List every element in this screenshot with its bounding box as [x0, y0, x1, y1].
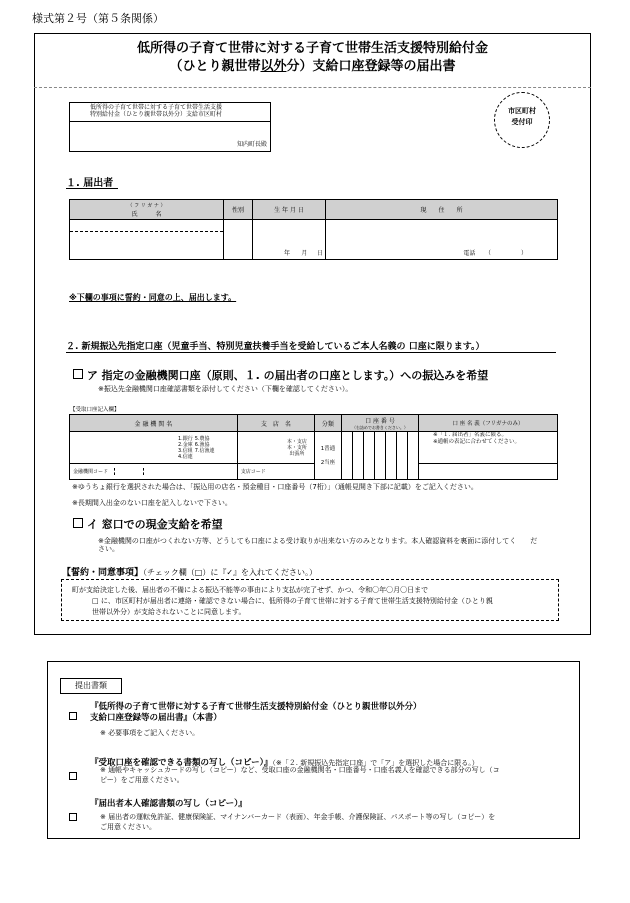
title-divider	[34, 87, 591, 88]
bank-name-header: 金 融 機 関 名	[70, 415, 238, 432]
bank-type-list: 1.銀行 2.金庫 3.信組 4.信連 5.農協 6.漁協 7.信漁連	[178, 432, 237, 464]
account-digit[interactable]	[363, 432, 374, 480]
category-list[interactable]: 1普通 2当座	[314, 432, 341, 480]
bank-code-cell[interactable]: 金融機関コード	[70, 464, 238, 480]
long-term-note: ※長期間入出金のない口座を記入しないで下さい。	[72, 499, 232, 507]
gender-header: 性別	[224, 200, 253, 220]
option-a-label: ア 指定の金融機関口座（原則、１. の届出者の口座とします。）への振込みを希望	[86, 369, 489, 382]
title-line1: 低所得の子育て世帯に対する子育て世帯生活支援特別給付金	[136, 41, 488, 56]
addressee-box	[69, 102, 271, 152]
option-b-note: ※金融機関の口座がつくれない方等、どうしても口座による受け取りが出来ない方のみとなります。本人確認資料を裏面に添付してく だ さい。	[98, 537, 538, 554]
option-a-row	[73, 367, 488, 383]
holder-header: 口 座 名 義（フリガナのみ）	[418, 415, 557, 432]
yucho-note: ※ゆうちょ銀行を選択された場合は、「振込用の店名・預金種目・口座番号（7桁）」（通帳見開き下部に記載）をご記入ください。	[72, 483, 478, 491]
reception-stamp: 市区町村 受付印	[494, 92, 550, 148]
doc1-note: ※ 必要事項をご記入ください。	[100, 729, 200, 737]
account-digit[interactable]	[385, 432, 396, 480]
option-b-row	[73, 516, 223, 532]
option-a-checkbox[interactable]	[73, 369, 83, 379]
address-header: 現 住 所	[326, 200, 558, 220]
gender-input-cell[interactable]	[224, 220, 253, 260]
birthdate-input-cell[interactable]: 年 月 日	[253, 220, 326, 260]
account-digit[interactable]	[407, 432, 418, 480]
doc2-checkbox[interactable]	[69, 765, 77, 784]
branch-type-list: 本・支店 本・支所 出張所	[280, 432, 315, 464]
section2-heading: ２. 新規振込先指定口座（児童手当、特別児童扶養手当を受給しているご本人名義の 口座に限ります。）	[66, 339, 556, 353]
category-header: 分類	[314, 415, 341, 432]
addressee-header-2: 特別給付金（ひとり親世帯以外分）支給市区町村	[90, 110, 223, 118]
account-digit[interactable]	[341, 432, 352, 480]
account-table	[69, 414, 558, 480]
option-b-checkbox[interactable]	[73, 518, 83, 528]
branch-name-input[interactable]	[237, 432, 280, 464]
title-line2: （ひとり親世帯以外分）支給口座登録等の届出書	[169, 59, 456, 74]
doc2-title-row: 『受取口座を確認できる書類の写し（コピー）』（※「２. 新規振込先指定口座」で「ア」を選択した場合に限る。）	[90, 758, 479, 768]
holder-input[interactable]	[418, 464, 557, 480]
birthdate-header: 生 年 月 日	[253, 200, 326, 220]
section1-heading: １. 届出者	[66, 178, 114, 189]
name-header: （ フ リ ガ ナ ） 氏 名	[70, 200, 224, 220]
option-b-label: イ 窓口での現金支給を希望	[86, 518, 223, 531]
account-digit[interactable]	[352, 432, 363, 480]
account-box-label: 【受取口座記入欄】	[70, 407, 120, 413]
form-number: 様式第２号（第５条関係）	[32, 12, 164, 25]
addressee-recipient: 知内町長殿	[236, 141, 267, 149]
doc3-title: 『届出者本人確認書類の写し（コピー）』	[90, 799, 247, 809]
name-input-cell[interactable]	[70, 220, 224, 260]
holder-notes: ※「１. 届出者」名義に限る。 ※通帳の表記に合わせてください。	[418, 432, 557, 464]
consent-note: ※下欄の事項に誓約・同意の上、届出します。	[69, 293, 237, 302]
pledge-heading: 【誓約・同意事項】（チェック欄（□）に『✓』を入れてください。）	[62, 568, 318, 578]
option-a-note: ※振込先金融機関口座確認書類を添付してください（下欄を確認してください）。	[98, 385, 353, 393]
doc1-checkbox[interactable]	[69, 705, 77, 724]
doc3-note: ※ 届出者の運転免許証、健康保険証、マイナンバーカード（表面）、年金手帳、介護保険証、パスポート等の写し（コピー）を ご用意ください。	[100, 813, 496, 831]
addressee-header-1: 低所得の子育て世帯に対する子育て世帯生活支援	[90, 104, 223, 111]
branch-code-cell[interactable]: 支店コード	[237, 464, 314, 480]
pledge-box[interactable]: 町が支給決定した後、届出者の不備による振込不能等の事由により支払が完了せず、かつ、令和〇年〇月〇日まで □ に、市区町村が届出者に連絡・確認できない場合に、低所得の子育て世帯に対する子育て世帯生活支援特別給付金（ひとり親 世帯以外分）が支給されないことに同意します。	[61, 579, 559, 621]
account-digit[interactable]	[374, 432, 385, 480]
doc2-note: ※ 通帳やキャッシュカードの写し（コピー）など、受取口座の金融機関名・口座番号・口座名義人を確認できる部分の写し（コ ピー）をご用意ください。	[100, 766, 500, 784]
account-digit[interactable]	[396, 432, 407, 480]
branch-header: 支 店 名	[237, 415, 314, 432]
applicant-table	[69, 199, 558, 260]
form-title	[34, 40, 591, 76]
doc1-title: 『低所得の子育て世帯に対する子育て世帯生活支援特別給付金（ひとり親世帯以外分） 支給口座登録等の届出書』（本書）	[90, 702, 422, 723]
doc3-checkbox[interactable]	[69, 806, 77, 825]
address-input-cell[interactable]: 電話 （ ）	[326, 220, 558, 260]
account-number-header: 口 座 番 号 （右詰めでお書きください。）	[341, 415, 418, 432]
bank-name-input[interactable]	[70, 432, 179, 464]
documents-label: 提出書類	[60, 678, 122, 694]
section1-underline	[66, 188, 118, 189]
